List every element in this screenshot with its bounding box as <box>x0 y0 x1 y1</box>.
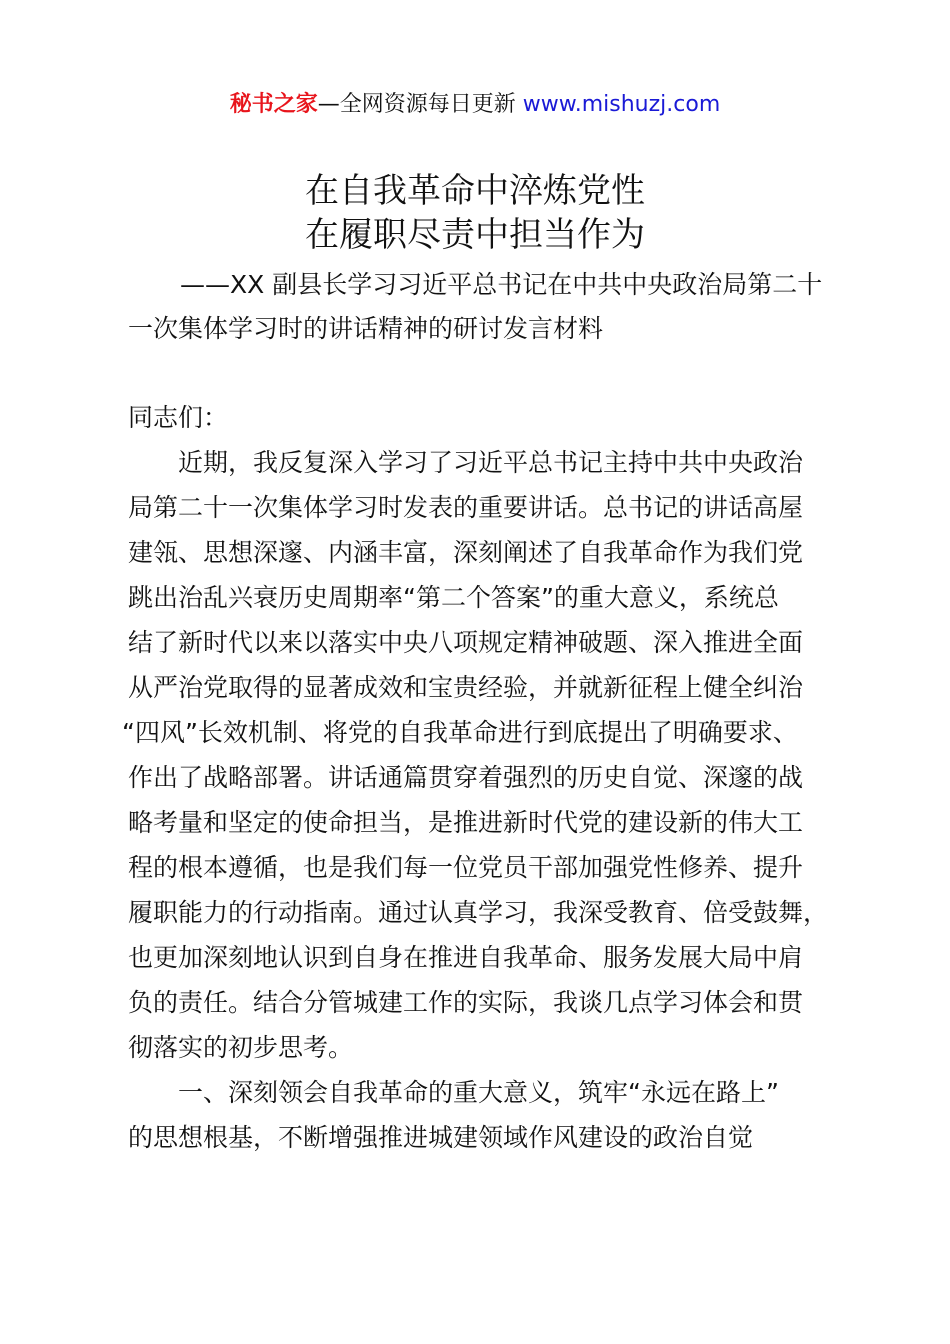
paragraph-line: 负的责任。结合分管城建工作的实际，我谈几点学习体会和贯 <box>128 988 804 1017</box>
subtitle-line-1: ——XX 副县长学习习近平总书记在中共中央政治局第二十 <box>180 270 823 299</box>
document-title-line-1: 在自我革命中淬炼党性 <box>305 171 645 211</box>
document-title-line-2: 在履职尽责中担当作为 <box>305 215 645 255</box>
paragraph-line: 跳出治乱兴衰历史周期率“第二个答案”的重大意义，系统总 <box>128 583 779 612</box>
paragraph-line: 彻落实的初步思考。 <box>128 1033 354 1062</box>
paragraph-line: 建瓴、思想深邃、内涵丰富，深刻阐述了自我革命作为我们党 <box>128 538 804 567</box>
paragraph-line: 也更加深刻地认识到自身在推进自我革命、服务发展大局中肩 <box>128 943 804 972</box>
brand-name: 秘书之家 <box>229 92 318 117</box>
paragraph-line: 结了新时代以来以落实中央八项规定精神破题、深入推进全面 <box>128 628 804 657</box>
salutation: 同志们： <box>128 403 229 432</box>
paragraph-line: 略考量和坚定的使命担当，是推进新时代党的建设新的伟大工 <box>128 808 804 837</box>
paragraph-line: 作出了战略部署。讲话通篇贯穿着强烈的历史自觉、深邃的战 <box>128 763 804 792</box>
section-heading-line: 一、深刻领会自我革命的重大意义，筑牢“永远在路上” <box>178 1078 779 1107</box>
paragraph-line: “四风”长效机制、将党的自我革命进行到底提出了明确要求、 <box>122 718 798 747</box>
site-url[interactable]: www.mishuzj.com <box>522 92 721 117</box>
site-header <box>0 88 950 122</box>
subtitle-line-2: 一次集体学习时的讲话精神的研讨发言材料 <box>128 314 604 343</box>
section-heading-line: 的思想根基，不断增强推进城建领域作风建设的政治自觉 <box>128 1123 754 1152</box>
header-tagline: —全网资源每日更新 <box>317 92 516 117</box>
paragraph-line: 程的根本遵循，也是我们每一位党员干部加强党性修养、提升 <box>128 853 804 882</box>
paragraph-line: 履职能力的行动指南。通过认真学习，我深受教育、倍受鼓舞， <box>128 898 829 927</box>
paragraph-line: 局第二十一次集体学习时发表的重要讲话。总书记的讲话高屋 <box>128 493 804 522</box>
paragraph-line: 近期，我反复深入学习了习近平总书记主持中共中央政治 <box>178 448 804 477</box>
paragraph-line: 从严治党取得的显著成效和宝贵经验，并就新征程上健全纠治 <box>128 673 804 702</box>
